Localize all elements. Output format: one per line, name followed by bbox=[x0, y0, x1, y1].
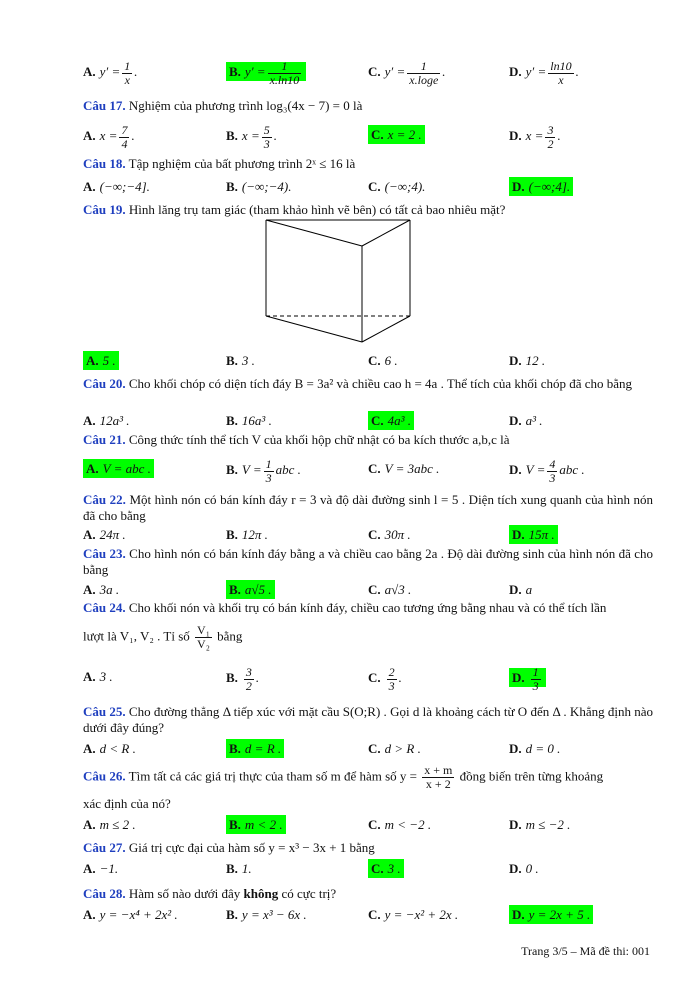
option-label: D. bbox=[509, 64, 522, 80]
option-c[interactable] bbox=[368, 579, 411, 601]
option-answer: (−∞;−4]. bbox=[99, 179, 150, 194]
correct-answer-highlight bbox=[509, 905, 593, 924]
option-label: C. bbox=[368, 527, 381, 542]
option-label: B. bbox=[226, 179, 238, 194]
option-label: B. bbox=[226, 353, 238, 368]
option-answer: 5 . bbox=[102, 353, 116, 368]
option-label: A. bbox=[83, 817, 96, 832]
option-label: B. bbox=[226, 462, 238, 478]
emphasis-not: không bbox=[243, 886, 279, 901]
option-a[interactable] bbox=[83, 176, 150, 198]
option-answer: −1. bbox=[99, 861, 119, 876]
option-label: C. bbox=[371, 413, 384, 428]
question-text: Tập nghiệm của bất phương trình 2ˣ ≤ 16 là bbox=[128, 156, 356, 171]
correct-answer-highlight bbox=[509, 177, 573, 196]
question-24-line-2: lượt là V₁, V₂ . Tỉ số $\frac{\text{V₁}}{\text{V₂}}$ bằng bbox=[83, 623, 243, 651]
option-label: D. bbox=[509, 582, 522, 597]
option-b[interactable] bbox=[226, 350, 255, 372]
question-text: Công thức tính thể tích V của khối hộp chữ nhật có ba kích thước a,b,c là bbox=[128, 432, 510, 447]
option-label: A. bbox=[83, 64, 96, 80]
question-number: Câu 27. bbox=[83, 840, 126, 855]
q24-options bbox=[83, 665, 663, 693]
option-label: B. bbox=[226, 413, 238, 428]
option-label: D. bbox=[509, 413, 522, 428]
option-c[interactable] bbox=[368, 904, 458, 926]
option-answer: y′ = $\frac{1}{x.\ln 10}$ bbox=[244, 59, 300, 87]
option-answer: y′ = $\frac{1}{x.\log e}$ . bbox=[384, 59, 446, 87]
option-d[interactable] bbox=[509, 176, 573, 198]
question-number: Câu 20. bbox=[83, 376, 126, 391]
option-answer: 24π . bbox=[99, 527, 126, 542]
question-number: Câu 24. bbox=[83, 600, 126, 615]
option-answer: y = −x⁴ + 2x² . bbox=[99, 907, 178, 922]
option-a[interactable] bbox=[83, 579, 119, 601]
option-d[interactable] bbox=[509, 524, 558, 546]
correct-answer-highlight bbox=[368, 125, 425, 144]
question-number: Câu 22. bbox=[83, 492, 126, 507]
option-label: C. bbox=[368, 670, 381, 686]
option-answer: 12π . bbox=[241, 527, 268, 542]
option-answer: 30π . bbox=[384, 527, 411, 542]
option-c[interactable] bbox=[368, 176, 425, 198]
option-label: B. bbox=[229, 582, 241, 597]
option-d[interactable] bbox=[509, 814, 570, 836]
option-answer: 1. bbox=[241, 861, 252, 876]
option-b[interactable] bbox=[226, 579, 275, 601]
option-label: D. bbox=[512, 527, 525, 542]
option-answer: 3 . bbox=[387, 861, 401, 876]
q18-options bbox=[83, 176, 663, 198]
option-d[interactable] bbox=[509, 124, 561, 151]
q21-options bbox=[83, 457, 663, 485]
correct-answer-highlight bbox=[368, 411, 414, 430]
option-a[interactable] bbox=[83, 858, 118, 880]
option-label: A. bbox=[83, 741, 96, 756]
option-d[interactable] bbox=[509, 60, 579, 87]
option-answer: V = abc . bbox=[102, 461, 151, 476]
option-answer: d = R . bbox=[244, 741, 282, 756]
correct-answer-highlight bbox=[83, 351, 119, 370]
option-answer: (−∞;−4). bbox=[241, 179, 292, 194]
q28-options bbox=[83, 904, 663, 926]
option-label: C. bbox=[368, 907, 381, 922]
option-label: D. bbox=[509, 128, 522, 144]
correct-answer-highlight bbox=[226, 815, 286, 834]
option-answer: y = −x² + 2x . bbox=[384, 907, 459, 922]
option-label: B. bbox=[226, 907, 238, 922]
option-b[interactable] bbox=[226, 176, 291, 198]
option-label: C. bbox=[368, 353, 381, 368]
option-answer: x = $\frac{3}{2}$ . bbox=[525, 123, 561, 151]
question-26-line-2: xác định của nó? bbox=[83, 796, 171, 811]
option-d[interactable] bbox=[509, 350, 545, 372]
question-22 bbox=[83, 492, 653, 524]
page-footer: Trang 3/5 – Mã đề thi: 001 bbox=[521, 944, 650, 958]
question-text: Hình lăng trụ tam giác (tham khảo hình vẽ bên) có tất cả bao nhiêu mặt? bbox=[128, 202, 506, 217]
option-answer: 6 . bbox=[384, 353, 398, 368]
option-label: A. bbox=[83, 128, 96, 144]
option-a[interactable] bbox=[83, 124, 135, 151]
option-answer: 12a³ . bbox=[99, 413, 130, 428]
option-label: A. bbox=[86, 461, 99, 476]
option-d[interactable] bbox=[509, 579, 532, 601]
option-label: C. bbox=[368, 817, 381, 832]
option-d[interactable] bbox=[509, 410, 543, 432]
option-label: C. bbox=[368, 741, 381, 756]
option-b[interactable] bbox=[226, 124, 277, 151]
option-c[interactable] bbox=[368, 60, 446, 87]
option-answer: 3 . bbox=[241, 353, 255, 368]
question-number: Câu 17. bbox=[83, 98, 126, 113]
option-label: D. bbox=[509, 861, 522, 876]
option-answer: a√3 . bbox=[384, 582, 412, 597]
q26-options bbox=[83, 814, 663, 836]
option-label: C. bbox=[368, 582, 381, 597]
option-answer: d = 0 . bbox=[525, 741, 561, 756]
question-number: Câu 25. bbox=[83, 704, 126, 719]
correct-answer-highlight bbox=[83, 459, 154, 478]
option-label: B. bbox=[229, 817, 241, 832]
question-text: Cho hình nón có bán kính đáy bằng a và chiều cao bằng 2a . Độ dài đường sinh của hình nón đã cho bằng bbox=[83, 546, 654, 577]
option-answer: m < 2 . bbox=[244, 817, 283, 832]
option-a[interactable] bbox=[83, 524, 126, 546]
option-d[interactable] bbox=[509, 858, 539, 880]
question-20 bbox=[83, 376, 653, 392]
option-answer: V = $\frac{4}{3}$ abc . bbox=[525, 457, 585, 485]
option-answer: (−∞;4). bbox=[384, 179, 426, 194]
q22-options bbox=[83, 524, 663, 546]
option-answer: $\frac{2}{3}$ . bbox=[388, 665, 402, 693]
correct-answer-highlight bbox=[509, 665, 546, 693]
option-answer: $\frac{1}{3}$ bbox=[532, 665, 539, 693]
correct-answer-highlight bbox=[226, 59, 306, 87]
option-label: B. bbox=[226, 861, 238, 876]
option-a[interactable] bbox=[83, 458, 154, 480]
q17-options bbox=[83, 123, 663, 151]
option-label: B. bbox=[226, 527, 238, 542]
option-label: C. bbox=[368, 179, 381, 194]
option-b[interactable] bbox=[226, 410, 272, 432]
q25-options bbox=[83, 738, 663, 760]
question-text: Cho đường thẳng Δ tiếp xúc với mặt cầu S(O;R) . Gọi d là khoảng cách từ O đến Δ . Khẳng định nào dưới đây đúng? bbox=[83, 704, 654, 735]
option-label: C. bbox=[371, 861, 384, 876]
option-answer: $\frac{3}{2}$ . bbox=[245, 665, 260, 693]
question-26: Câu 26. Tìm tất cả các giá trị thực của tham số m để hàm số y = $\frac{x + m}{x + 2}$ đồng biến trên từng khoảng bbox=[83, 763, 604, 791]
option-answer: 15π . bbox=[528, 527, 555, 542]
option-c[interactable] bbox=[368, 524, 411, 546]
option-answer: y = x³ − 6x . bbox=[241, 907, 307, 922]
option-label: B. bbox=[226, 670, 238, 686]
option-answer: 4a³ . bbox=[387, 413, 412, 428]
option-d[interactable] bbox=[509, 738, 560, 760]
q19-options bbox=[83, 350, 663, 372]
q20-options bbox=[83, 410, 663, 432]
option-label: D. bbox=[512, 179, 525, 194]
option-answer: a bbox=[525, 582, 533, 597]
correct-answer-highlight bbox=[368, 859, 404, 878]
question-28: Câu 28. Hàm số nào dưới đây không có cực trị? bbox=[83, 886, 337, 901]
top-options bbox=[83, 59, 663, 87]
option-answer: m ≤ −2 . bbox=[525, 817, 571, 832]
option-answer: 0 . bbox=[525, 861, 539, 876]
option-label: B. bbox=[226, 128, 238, 144]
question-number: Câu 28. bbox=[83, 886, 126, 901]
question-number: Câu 26. bbox=[83, 768, 126, 784]
option-c[interactable] bbox=[368, 738, 421, 760]
option-b[interactable] bbox=[226, 666, 259, 693]
option-answer: (−∞;4]. bbox=[528, 179, 571, 194]
option-answer: 3a . bbox=[99, 582, 120, 597]
option-answer: d < R . bbox=[99, 741, 136, 756]
option-c[interactable] bbox=[368, 814, 431, 836]
option-b[interactable] bbox=[226, 814, 286, 836]
option-b[interactable] bbox=[226, 904, 307, 926]
option-d[interactable] bbox=[509, 904, 593, 926]
option-answer: V = 3abc . bbox=[384, 461, 440, 476]
triangular-prism-figure bbox=[264, 216, 414, 346]
question-text: Một hình nón có bán kính đáy r = 3 và độ dài đường sinh l = 5 . Diện tích xung quanh của hình nón đã cho bằng bbox=[83, 492, 654, 523]
correct-answer-highlight bbox=[226, 739, 284, 758]
option-label: B. bbox=[229, 741, 241, 756]
question-17 bbox=[83, 98, 653, 114]
option-label: C. bbox=[368, 64, 381, 80]
option-answer: x = 2 . bbox=[387, 127, 422, 142]
option-b[interactable] bbox=[226, 458, 301, 485]
question-text: Cho khối nón và khối trụ có bán kính đáy, chiều cao tương ứng bằng nhau và có thể tích lần bbox=[128, 600, 607, 615]
option-b[interactable] bbox=[226, 60, 306, 87]
option-a[interactable] bbox=[83, 814, 136, 836]
option-answer: a³ . bbox=[525, 413, 543, 428]
option-label: D. bbox=[509, 741, 522, 756]
option-answer: x = $\frac{7}{4}$ . bbox=[99, 123, 135, 151]
question-number: Câu 18. bbox=[83, 156, 126, 171]
question-23 bbox=[83, 546, 653, 578]
option-label: D. bbox=[512, 670, 525, 686]
option-d[interactable] bbox=[509, 458, 585, 485]
question-text: Giá trị cực đại của hàm số y = x³ − 3x + 1 bằng bbox=[128, 840, 375, 855]
option-answer: y = 2x + 5 . bbox=[528, 907, 591, 922]
option-c[interactable] bbox=[368, 410, 414, 432]
q27-options bbox=[83, 858, 663, 880]
question-text: Nghiệm của phương trình log₃(4x − 7) = 0 là bbox=[128, 98, 363, 113]
option-label: B. bbox=[229, 64, 241, 80]
question-number: Câu 21. bbox=[83, 432, 126, 447]
option-b[interactable] bbox=[226, 524, 268, 546]
option-label: A. bbox=[83, 413, 96, 428]
question-24 bbox=[83, 600, 653, 616]
option-label: C. bbox=[368, 461, 381, 476]
question-text: Cho khối chóp có diện tích đáy B = 3a² và chiều cao h = 4a . Thể tích của khối chóp đã cho bằng bbox=[128, 376, 633, 391]
option-answer: V = $\frac{1}{3}$ abc . bbox=[241, 457, 301, 485]
question-18 bbox=[83, 156, 653, 172]
option-answer: m < −2 . bbox=[384, 817, 432, 832]
question-number: Câu 23. bbox=[83, 546, 126, 561]
option-label: D. bbox=[512, 907, 525, 922]
q23-options bbox=[83, 579, 663, 601]
option-label: A. bbox=[83, 907, 96, 922]
option-label: D. bbox=[509, 462, 522, 478]
option-label: A. bbox=[83, 861, 96, 876]
option-a[interactable] bbox=[83, 60, 138, 87]
option-a[interactable] bbox=[83, 738, 136, 760]
option-d[interactable] bbox=[509, 666, 546, 693]
correct-answer-highlight bbox=[509, 525, 558, 544]
question-25 bbox=[83, 704, 653, 736]
option-c[interactable] bbox=[368, 124, 425, 146]
question-27 bbox=[83, 840, 653, 856]
option-label: A. bbox=[83, 527, 96, 542]
option-a[interactable] bbox=[83, 350, 119, 372]
option-answer: 16a³ . bbox=[241, 413, 272, 428]
option-label: A. bbox=[86, 353, 99, 368]
option-answer: y′ = $\frac{\ln 10}{x}$ . bbox=[525, 59, 579, 87]
option-b[interactable] bbox=[226, 738, 284, 760]
option-answer: m ≤ 2 . bbox=[99, 817, 136, 832]
option-label: A. bbox=[83, 582, 96, 597]
option-a[interactable] bbox=[83, 904, 178, 926]
option-a[interactable] bbox=[83, 410, 130, 432]
option-c[interactable] bbox=[368, 858, 404, 880]
option-a[interactable] bbox=[83, 666, 113, 688]
option-label: D. bbox=[509, 353, 522, 368]
option-answer: y′ = $\frac{1}{x}$ . bbox=[99, 59, 138, 87]
question-number: Câu 19. bbox=[83, 202, 126, 217]
option-c[interactable] bbox=[368, 458, 439, 480]
option-answer: a√5 . bbox=[244, 582, 272, 597]
option-label: A. bbox=[83, 669, 96, 684]
option-label: D. bbox=[509, 817, 522, 832]
correct-answer-highlight bbox=[226, 580, 275, 599]
function-fraction: $\frac{x + m}{x + 2}$ bbox=[424, 763, 453, 791]
option-answer: d > R . bbox=[384, 741, 421, 756]
option-label: C. bbox=[371, 127, 384, 142]
option-c[interactable] bbox=[368, 350, 398, 372]
option-answer: x = $\frac{5}{3}$ . bbox=[241, 123, 277, 151]
option-c[interactable] bbox=[368, 666, 402, 693]
option-label: A. bbox=[83, 179, 96, 194]
ratio-fraction: $\frac{\text{V₁}}{\text{V₂}}$ bbox=[197, 623, 210, 651]
option-b[interactable] bbox=[226, 858, 252, 880]
option-answer: 3 . bbox=[99, 669, 113, 684]
question-21 bbox=[83, 432, 653, 448]
option-answer: 12 . bbox=[525, 353, 546, 368]
